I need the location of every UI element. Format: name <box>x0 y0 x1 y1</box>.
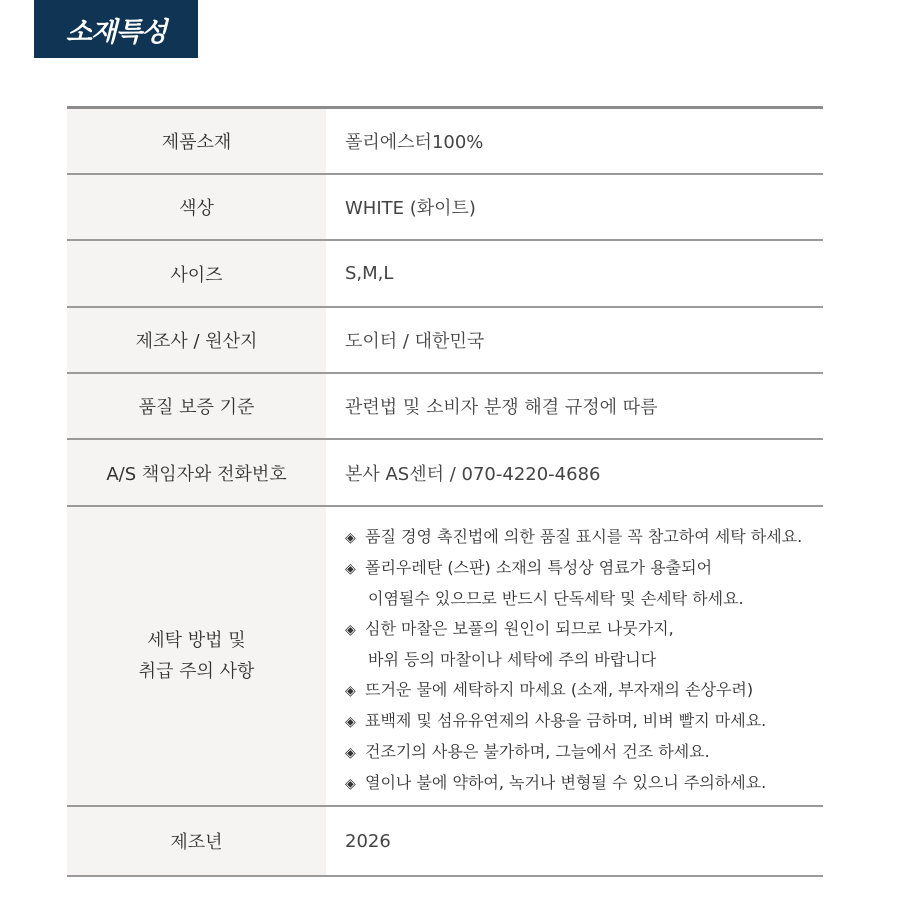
diamond-bullet-icon: ◈ <box>345 561 356 577</box>
care-line: ◈ 품질 경영 촉진법에 의한 품질 표시를 꼭 참고하여 세탁 하세요. <box>345 522 823 553</box>
care-line: 바위 등의 마찰이나 세탁에 주의 바랍니다 <box>368 650 657 669</box>
material-label: 제품소재 <box>67 109 326 173</box>
section-title: 소재특성 <box>65 16 167 48</box>
spec-row-color <box>67 175 823 241</box>
material-value: 폴리에스터100% <box>345 132 484 153</box>
spec-row-size <box>67 241 823 308</box>
manufacturer-value: 도이터 / 대한민국 <box>345 331 485 352</box>
care-label-line: 취급 주의 사항 <box>138 661 255 682</box>
care-label <box>67 507 326 805</box>
diamond-bullet-icon: ◈ <box>345 683 356 699</box>
as-contact-value: 본사 AS센터 / 070-4220-4686 <box>345 463 601 485</box>
section-title-badge <box>34 0 198 58</box>
manufacturer-label: 제조사 / 원산지 <box>67 308 326 372</box>
spec-row-quality <box>67 374 823 440</box>
as-contact-label: A/S 책임자와 전화번호 <box>67 440 326 505</box>
care-line: ◈ 건조기의 사용은 불가하며, 그늘에서 건조 하세요. <box>345 737 823 768</box>
size-value: S,M,L <box>345 263 394 284</box>
care-line: ◈ 뜨거운 물에 세탁하지 마세요 (소재, 부자재의 손상우려) <box>345 675 823 706</box>
care-line: ◈ 심한 마찰은 보풀의 원인이 되므로 나뭇가지, <box>345 614 823 645</box>
year-value: 2026 <box>345 830 391 852</box>
spec-row-year <box>67 807 823 877</box>
spec-row-manufacturer <box>67 308 823 374</box>
size-label: 사이즈 <box>67 241 326 306</box>
care-label-line: 세탁 방법 및 <box>147 630 246 651</box>
diamond-bullet-icon: ◈ <box>345 714 356 730</box>
spec-table <box>67 106 823 877</box>
color-label: 색상 <box>67 175 326 239</box>
spec-row-material <box>67 109 823 175</box>
diamond-bullet-icon: ◈ <box>345 530 356 546</box>
care-line: ◈ 열이나 불에 약하여, 녹거나 변형될 수 있으니 주의하세요. <box>345 768 823 799</box>
diamond-bullet-icon: ◈ <box>345 776 356 792</box>
diamond-bullet-icon: ◈ <box>345 745 356 761</box>
year-label: 제조년 <box>67 807 326 875</box>
spec-row-as-contact <box>67 440 823 507</box>
care-line: ◈ 표백제 및 섬유유연제의 사용을 금하며, 비벼 빨지 마세요. <box>345 706 823 737</box>
diamond-bullet-icon: ◈ <box>345 622 356 638</box>
spec-row-care <box>67 507 823 807</box>
quality-label: 품질 보증 기준 <box>67 374 326 438</box>
care-instructions <box>326 507 823 805</box>
care-line: 이염될수 있으므로 반드시 단독세탁 및 손세탁 하세요. <box>368 589 744 608</box>
care-line: ◈ 폴리우레탄 (스판) 소재의 특성상 염료가 용출되어 <box>345 553 823 584</box>
quality-value: 관련법 및 소비자 분쟁 해결 규정에 따름 <box>345 397 658 418</box>
color-value: WHITE (화이트) <box>345 198 476 219</box>
